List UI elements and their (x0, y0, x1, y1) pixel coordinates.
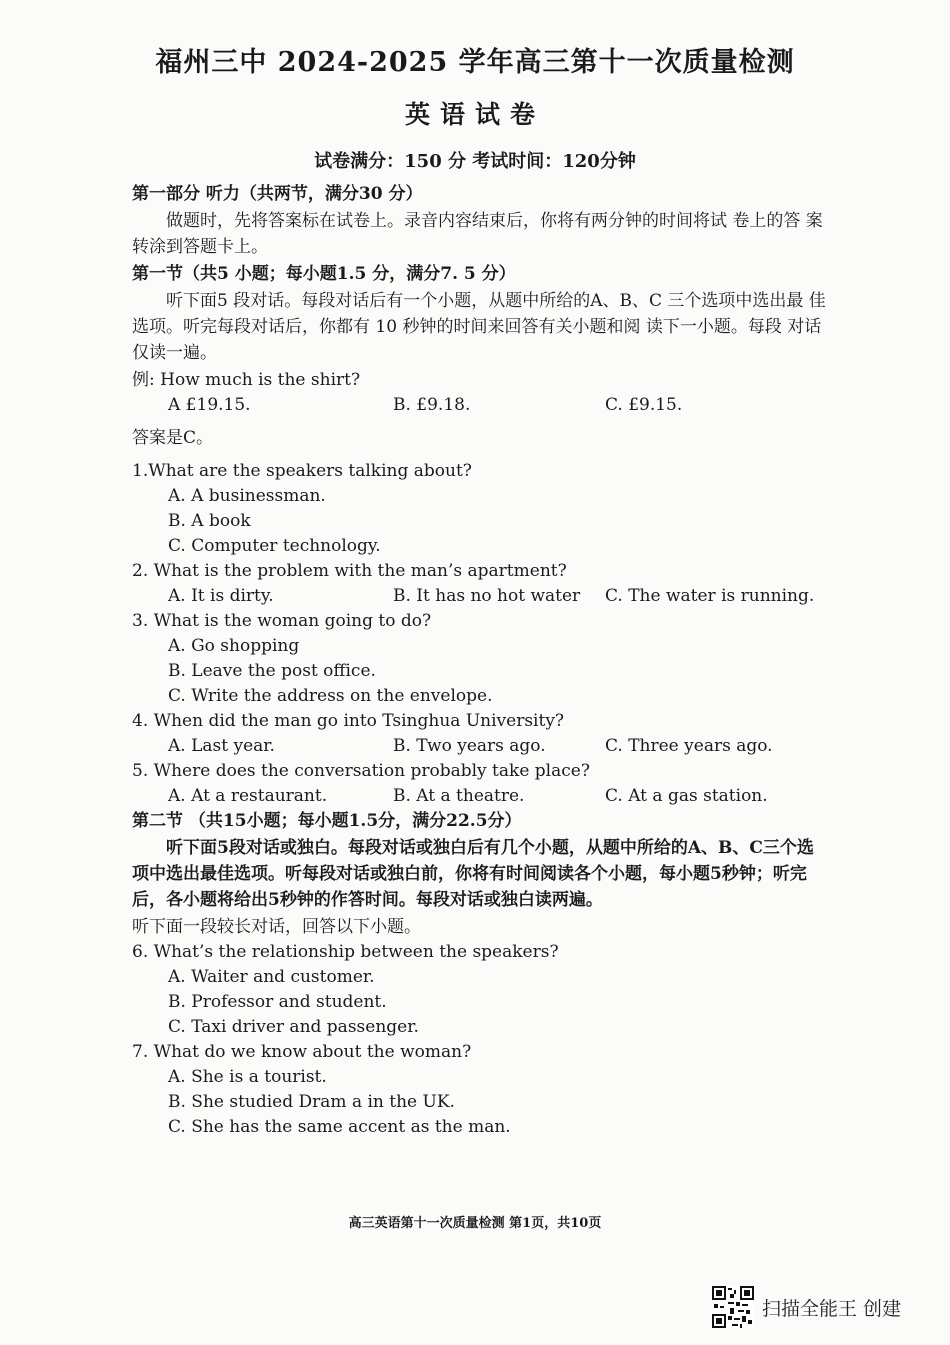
part1-intro: 做题时，先将答案标在试卷上。录音内容结束后，你将有两分钟的时间将试 卷上的答 案转涂到答题卡上。 (132, 211, 823, 257)
answer-option: B. A book (168, 511, 251, 531)
exam-meta: 试卷满分：150 分 考试时间：120分钟 (314, 151, 636, 172)
scanner-watermark-text: 扫描全能王 创建 (762, 1297, 902, 1320)
answer-option: A. A businessman. (168, 486, 326, 506)
answer-option: B. Leave the post office. (168, 661, 376, 681)
option-row (132, 784, 827, 809)
answer-option: C. Write the address on the envelope. (168, 686, 493, 706)
section2-intro: 听下面5段对话或独白。每段对话或独白后有几个小题，从题中所给的A、B、C三个选项中选出最佳选项。听每段对话或独白前，你将有时间阅读各个小题，每小题5秒钟；听完后，各小题将给出5秒钟的作答时间。每段对话或独白读两遍。 (132, 838, 814, 910)
answer-option: B. Two years ago. (393, 736, 546, 756)
exam-subtitle: 英语试卷 (404, 100, 545, 129)
answer-option: C. She has the same accent as the man. (168, 1117, 511, 1137)
section1-questions (132, 459, 827, 809)
example-option-a: A £19.15. (168, 395, 251, 415)
question-text: 3. What is the woman going to do? (132, 611, 432, 631)
answer-option: C. Computer technology. (168, 536, 381, 556)
question-text: 7. What do we know about the woman? (132, 1042, 472, 1062)
exam-title: 福州三中 2024-2025 学年高三第十一次质量检测 (155, 47, 795, 78)
question-text: 2. What is the problem with the man’s apartment? (132, 561, 567, 581)
question-text: 6. What’s the relationship between the speakers? (132, 942, 559, 962)
example-option-b: B. £9.18. (393, 395, 471, 415)
answer-option: A. At a restaurant. (168, 786, 328, 806)
answer-option: B. It has no hot water (393, 586, 581, 606)
question-text: 1.What are the speakers talking about? (132, 461, 472, 481)
section2-lead: 听下面一段较长对话，回答以下小题。 (132, 917, 421, 937)
section1-intro: 听下面5 段对话。每段对话后有一个小题，从题中所给的A、B、C 三个选项中选出最 佳选项。听完每段对话后，你都有 10 秒钟的时间来回答有关小题和阅 读下一小题。每段 对话仅读一遍。 (132, 291, 826, 363)
answer-option: A. Waiter and customer. (168, 967, 375, 987)
answer-option: B. Professor and student. (168, 992, 387, 1012)
section1-heading: 第一节（共5 小题；每小题1.5 分，满分7. 5 分） (132, 264, 516, 284)
option-row (132, 584, 827, 609)
section2-heading: 第二节 （共15小题；每小题1.5分，满分22.5分） (132, 811, 522, 831)
answer-option: C. Taxi driver and passenger. (168, 1017, 419, 1037)
example-option-c: C. £9.15. (605, 395, 683, 415)
exam-content (132, 182, 827, 1140)
section2-questions (132, 940, 827, 1140)
question-text: 4. When did the man go into Tsinghua University? (132, 711, 565, 731)
answer-option: B. She studied Dram a in the UK. (168, 1092, 455, 1112)
part1-heading: 第一部分 听力（共两节，满分30 分） (132, 184, 423, 204)
example-question: 例: How much is the shirt? (132, 370, 361, 390)
scanner-watermark (712, 1286, 901, 1328)
answer-option: B. At a theatre. (393, 786, 525, 806)
answer-option: A. It is dirty. (168, 586, 274, 606)
example-options (132, 393, 827, 418)
question-text: 5. Where does the conversation probably take place? (132, 761, 590, 781)
answer-option: C. Three years ago. (605, 736, 773, 756)
answer-option: A. Go shopping (168, 636, 300, 656)
page-footer: 高三英语第十一次质量检测 第1页，共10页 (348, 1216, 602, 1231)
option-row (132, 734, 827, 759)
qr-code-icon (712, 1286, 754, 1328)
example-answer: 答案是C。 (132, 428, 214, 448)
answer-option: C. At a gas station. (605, 786, 768, 806)
answer-option: A. She is a tourist. (168, 1067, 327, 1087)
answer-option: C. The water is running. (605, 586, 815, 606)
answer-option: A. Last year. (168, 736, 275, 756)
